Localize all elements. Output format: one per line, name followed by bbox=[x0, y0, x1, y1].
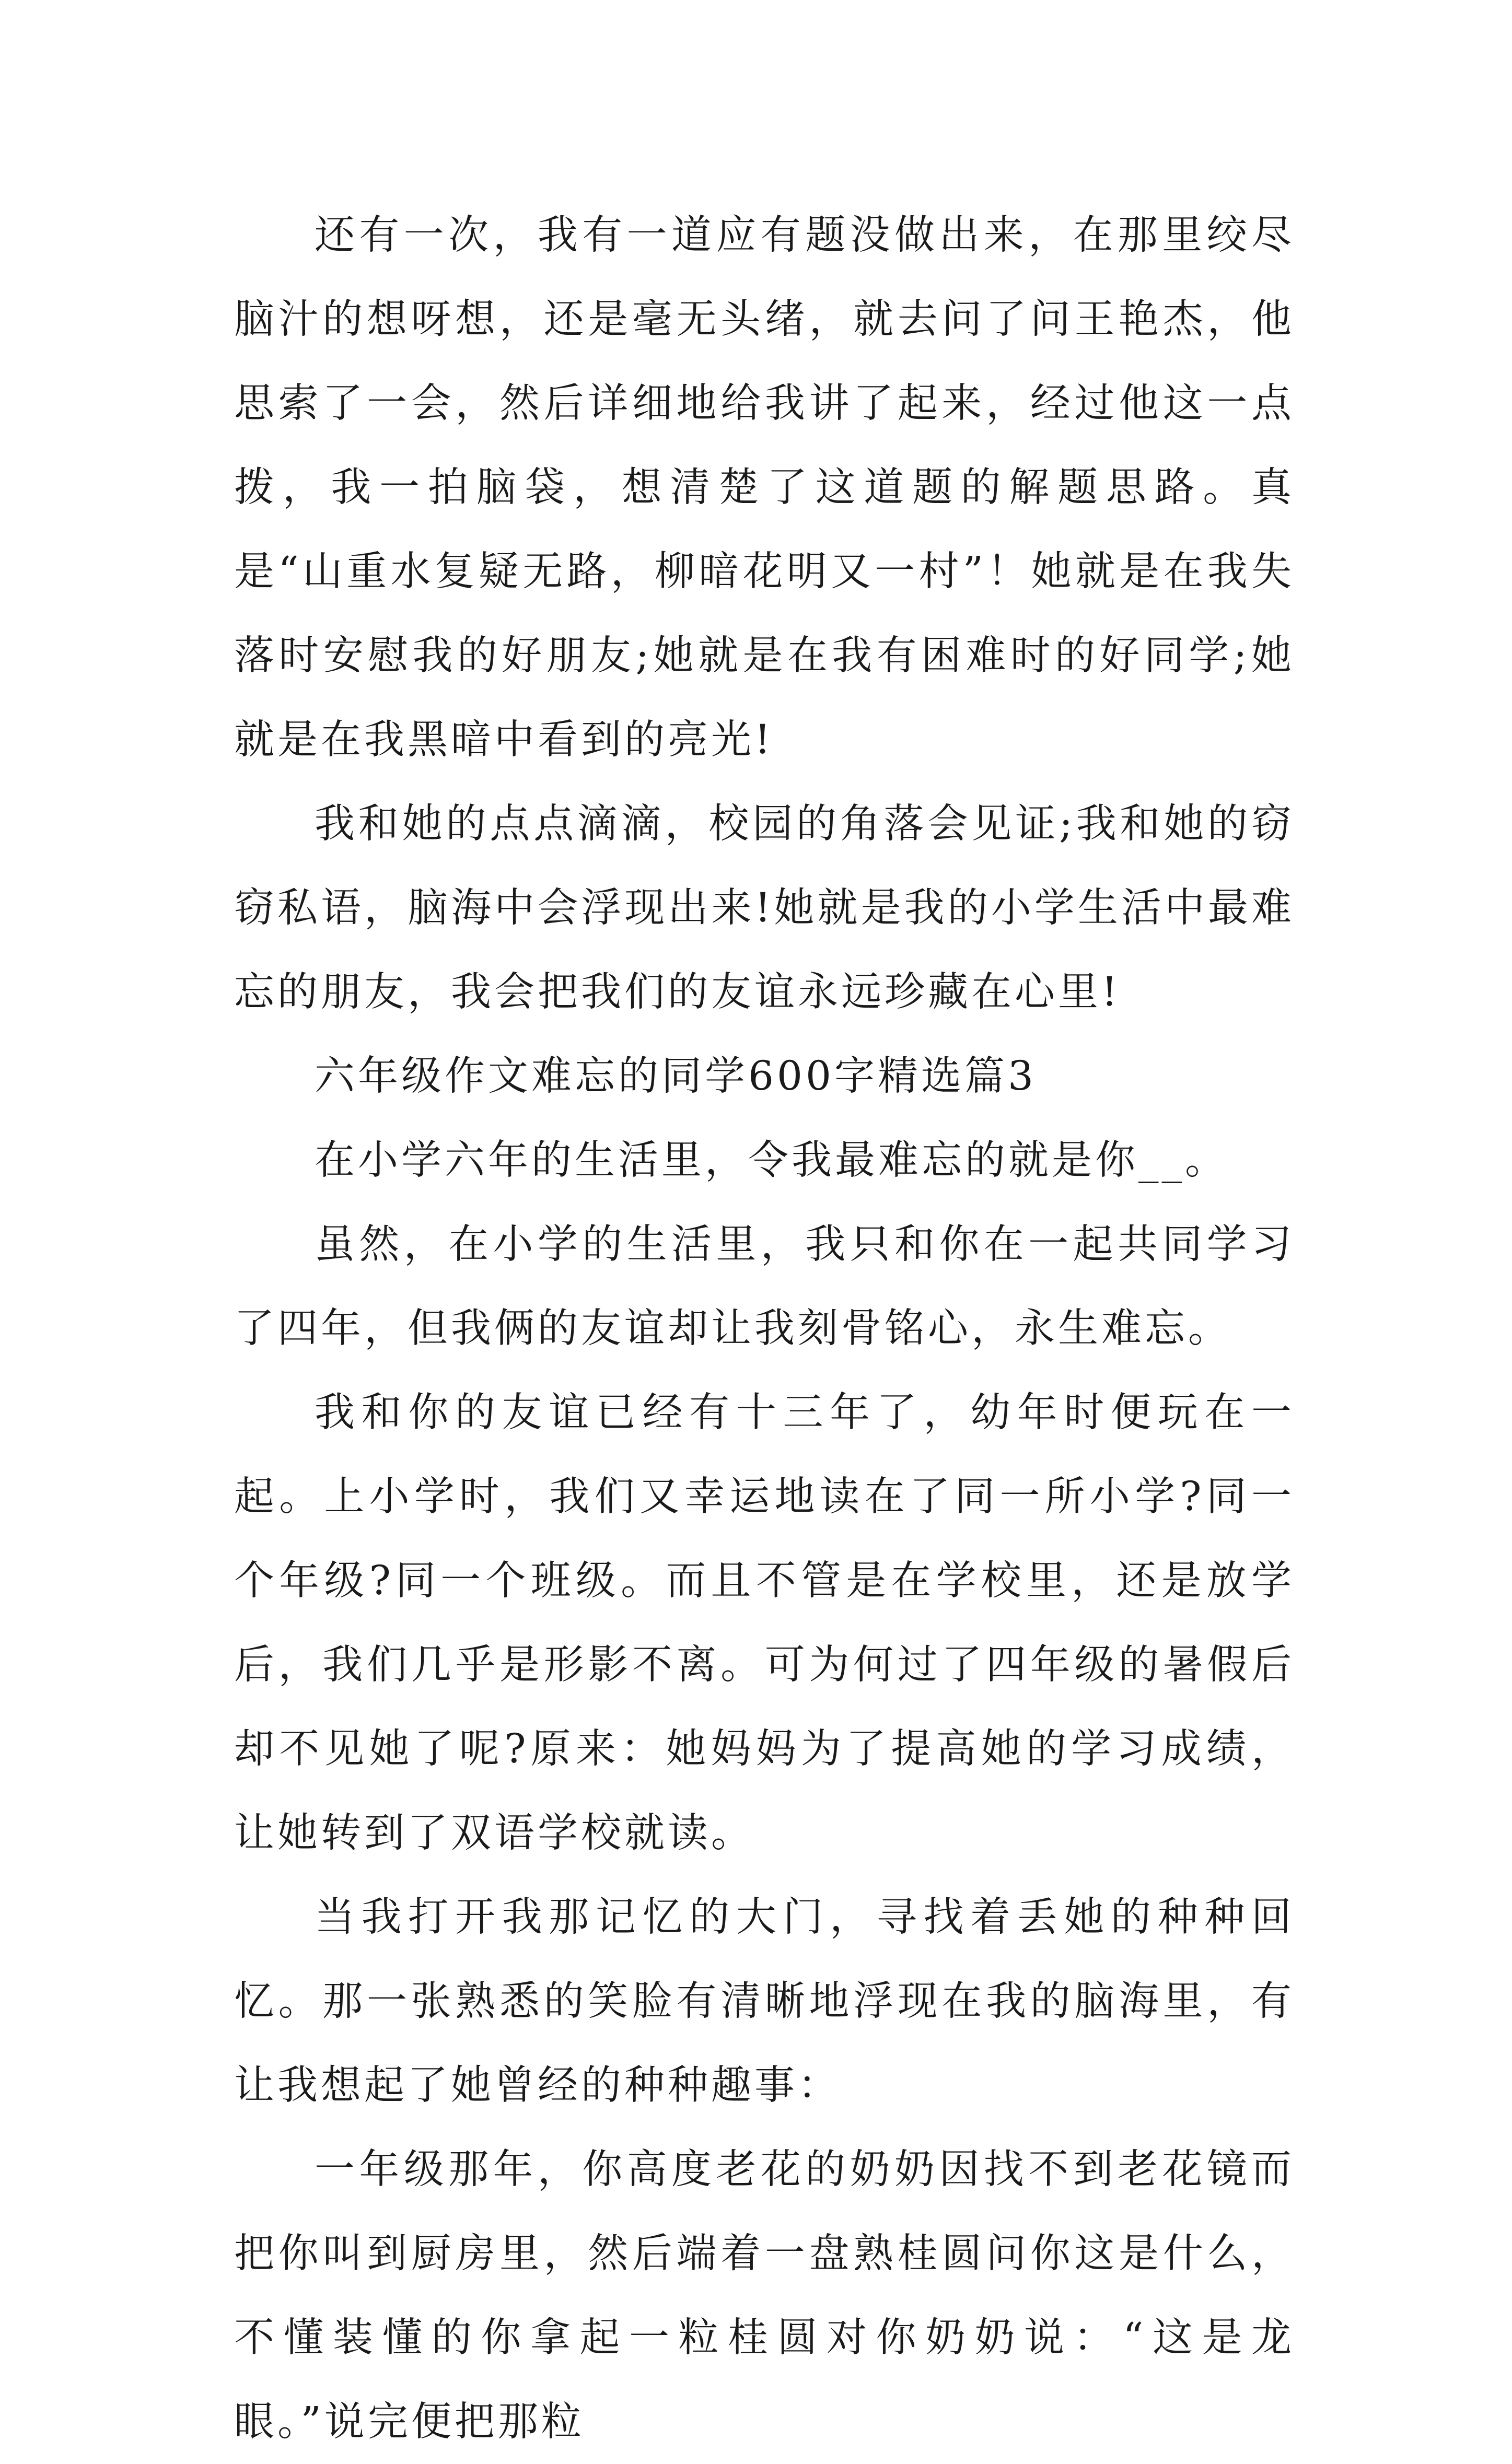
paragraph-7: 一年级那年，你高度老花的奶奶因找不到老花镜而把你叫到厨房里，然后端着一盘熟桂圆问你这是什么，不懂装懂的你拿起一粒桂圆对你奶奶说：“这是龙眼。”说完便把那粒 bbox=[234, 2146, 1295, 2445]
paragraph-6: 当我打开我那记忆的大门，寻找着丢她的种种回忆。那一张熟悉的笑脸有清晰地浮现在我的脑海里，有让我想起了她曾经的种种趣事： bbox=[234, 1894, 1295, 2109]
paragraph-4: 虽然，在小学的生活里，我只和你在一起共同学习了四年，但我俩的友谊却让我刻骨铭心，永生难忘。 bbox=[234, 1221, 1295, 1352]
section-heading: 六年级作文难忘的同学600字精选篇3 bbox=[315, 1053, 1037, 1100]
paragraph-3: 在小学六年的生活里，令我最难忘的就是你__。 bbox=[315, 1137, 1228, 1184]
paragraph-2: 我和她的点点滴滴，校园的角落会见证;我和她的窃窃私语，脑海中会浮现出来!她就是我的小学生活中最难忘的朋友，我会把我们的友谊永远珍藏在心里! bbox=[234, 801, 1295, 1015]
paragraph-1: 还有一次，我有一道应有题没做出来，在那里绞尽脑汁的想呀想，还是毫无头绪，就去问了问王艳杰，他思索了一会，然后详细地给我讲了起来，经过他这一点拨，我一拍脑袋，想清楚了这道题的解题思路。真是“山重水复疑无路，柳暗花明又一村”！她就是在我失落时安慰我的好朋友;她就是在我有困难时的好同学;她就是在我黑暗中看到的亮光! bbox=[234, 212, 1295, 763]
paragraph-5: 我和你的友谊已经有十三年了，幼年时便玩在一起。上小学时，我们又幸运地读在了同一所小学?同一个年级?同一个班级。而且不管是在学校里，还是放学后，我们几乎是形影不离。可为何过了四年级的暑假后却不见她了呢?原来：她妈妈为了提高她的学习成绩，让她转到了双语学校就读。 bbox=[234, 1389, 1295, 1856]
document-body bbox=[234, 193, 1295, 2464]
